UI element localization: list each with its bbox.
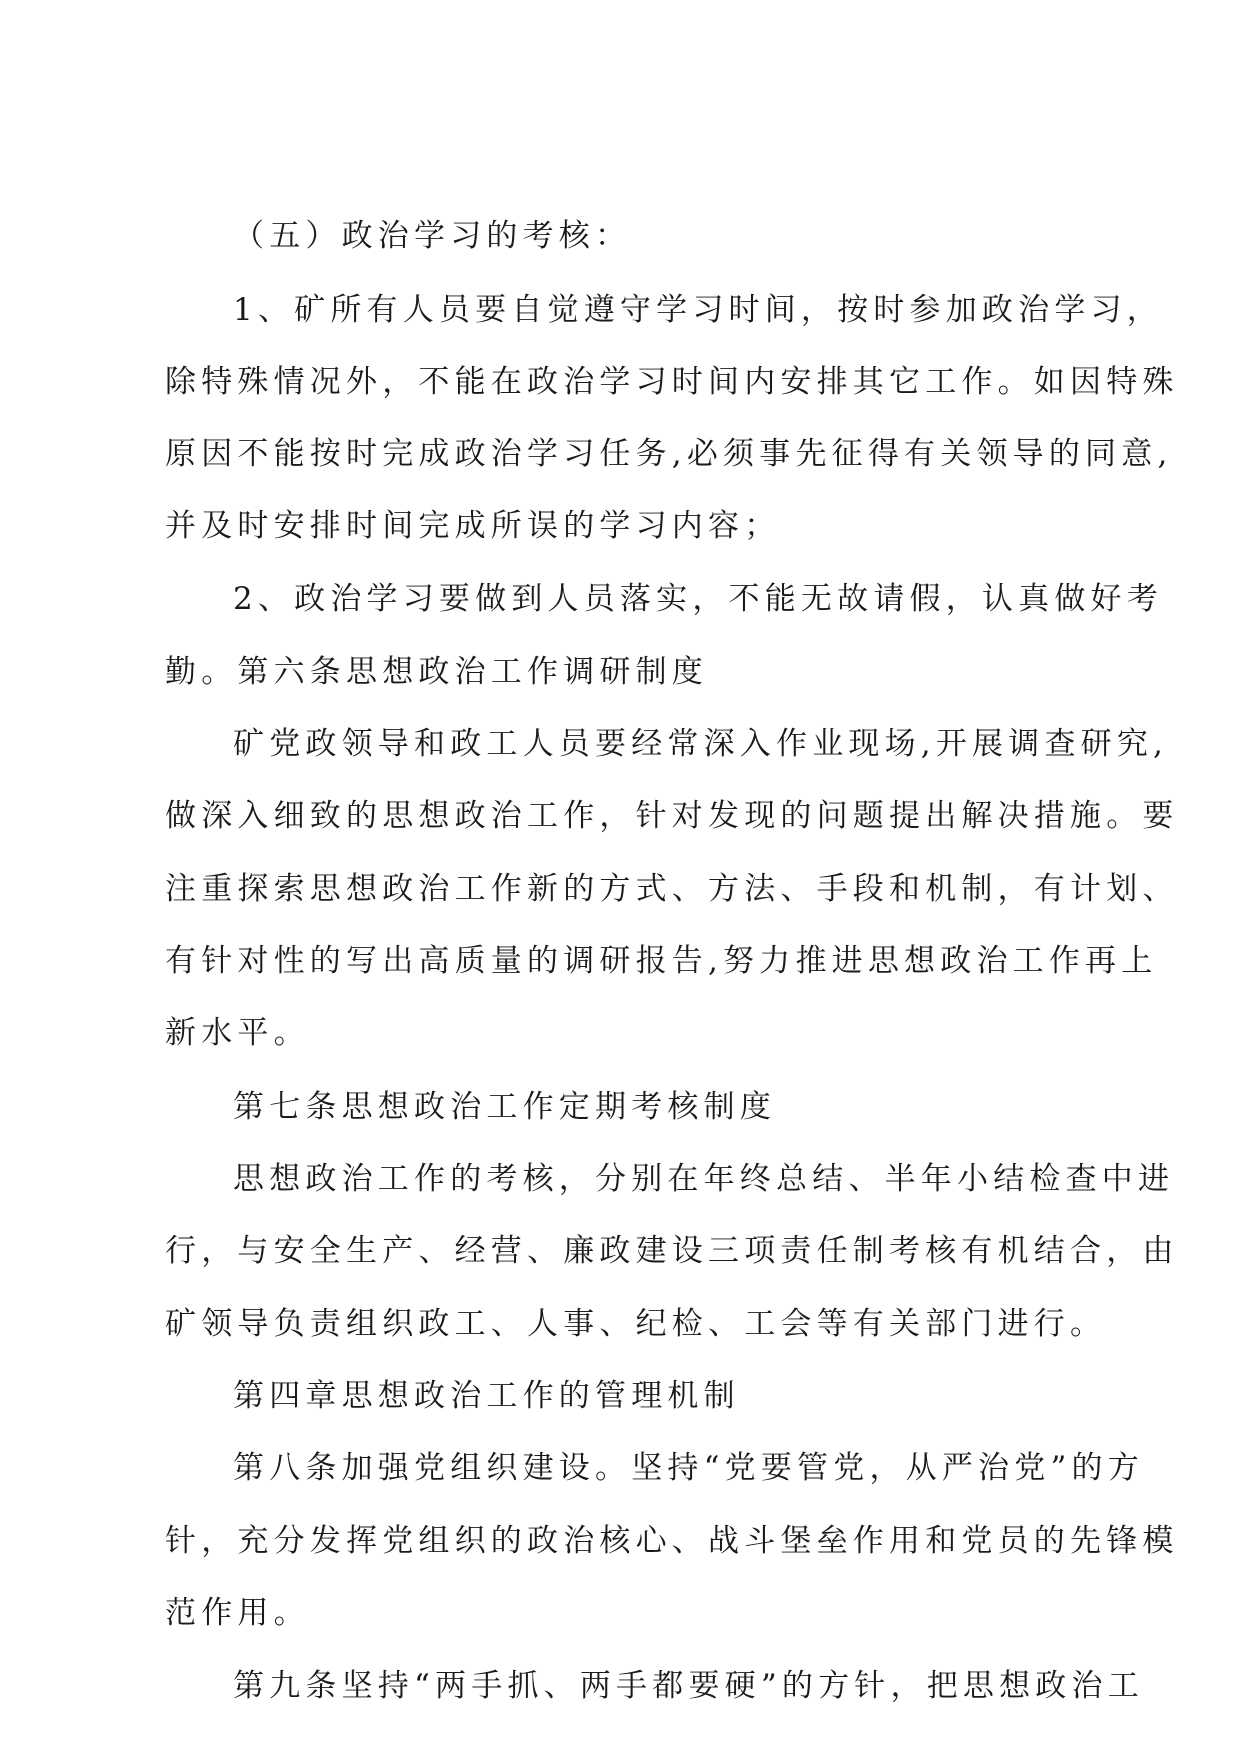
section-heading: 第七条思想政治工作定期考核制度 bbox=[233, 1089, 776, 1125]
paragraph-line: 针，充分发挥党组织的政治核心、战斗堡垒作用和党员的先锋模 bbox=[165, 1523, 1179, 1559]
paragraph-line: 1、矿所有人员要自觉遵守学习时间，按时参加政治学习， bbox=[233, 292, 1163, 328]
paragraph-line: 矿领导负责组织政工、人事、纪检、工会等有关部门进行。 bbox=[165, 1306, 1107, 1342]
paragraph-line: 除特殊情况外，不能在政治学习时间内安排其它工作。如因特殊 bbox=[165, 364, 1179, 400]
paragraph-line: 行，与安全生产、经营、廉政建设三项责任制考核有机结合，由 bbox=[165, 1233, 1179, 1269]
paragraph-line: 2、政治学习要做到人员落实，不能无故请假，认真做好考 bbox=[233, 581, 1163, 617]
paragraph-line: 第九条坚持“两手抓、两手都要硬”的方针，把思想政治工 bbox=[233, 1668, 1144, 1704]
paragraph-line: 矿党政领导和政工人员要经常深入作业现场,开展调查研究, bbox=[233, 726, 1169, 762]
paragraph-line: （五）政治学习的考核： bbox=[233, 218, 632, 254]
paragraph-line: 注重探索思想政治工作新的方式、方法、手段和机制，有计划、 bbox=[165, 871, 1179, 907]
chapter-heading: 第四章思想政治工作的管理机制 bbox=[233, 1378, 740, 1414]
paragraph-line: 做深入细致的思想政治工作，针对发现的问题提出解决措施。要 bbox=[165, 798, 1179, 834]
paragraph-line: 并及时安排时间完成所误的学习内容； bbox=[165, 508, 781, 544]
paragraph-line: 原因不能按时完成政治学习任务,必须事先征得有关领导的同意, bbox=[165, 436, 1173, 472]
paragraph-line: 新水平。 bbox=[165, 1015, 310, 1051]
paragraph-line: 思想政治工作的考核，分别在年终总结、半年小结检查中进 bbox=[233, 1161, 1175, 1197]
paragraph-line: 第八条加强党组织建设。坚持“党要管党，从严治党”的方 bbox=[233, 1450, 1144, 1486]
paragraph-line: 勤。第六条思想政治工作调研制度 bbox=[165, 654, 708, 690]
paragraph-line: 有针对性的写出高质量的调研报告,努力推进思想政治工作再上 bbox=[165, 943, 1158, 979]
paragraph-line: 范作用。 bbox=[165, 1595, 310, 1631]
